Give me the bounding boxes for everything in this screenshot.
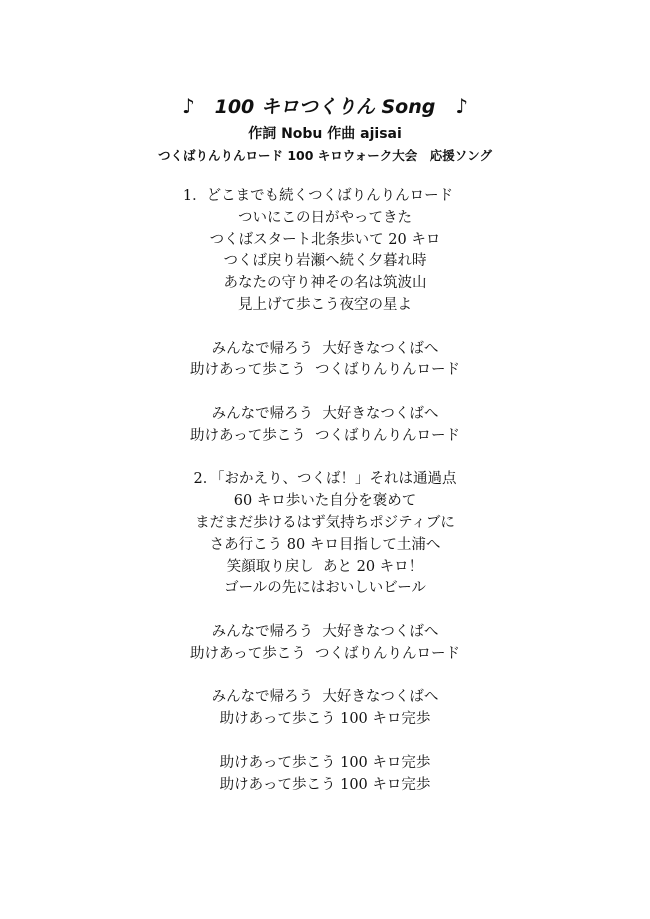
lyric-line: 助けあって歩こう 100 キロ完歩 [219,711,431,728]
subtitle: つくばりんりんロード 100 キロウォーク大会 応援ソング [157,148,493,163]
lyric-line: 助けあって歩こう つくばりんりんロード [189,645,461,662]
music-note-icon: ♪ [181,94,195,118]
chorus [0,404,650,448]
lyric-line: あなたの守り神その名は筑波山 [223,275,427,292]
lyric-line: 1．どこまでも続くつくばりんりんロード [182,188,454,204]
chorus [0,622,650,666]
lyric-line: ついにこの日がやってきた [238,209,412,226]
lyric-line: 助けあって歩こう つくばりんりんロード [189,362,461,379]
lyric-line: みんなで帰ろう 大好きなつくばへ [211,340,439,357]
lyrics-body [0,186,650,818]
lyric-line: みんなで帰ろう 大好きなつくばへ [211,405,439,422]
song-title [0,92,650,121]
lyric-line: つくばスタート北条歩いて 20 キロ [209,231,441,248]
verse-2 [0,469,650,600]
lyric-line: 2．「おかえり、つくば！」それは通過点 [193,471,457,488]
chorus [0,339,650,383]
lyric-line: 60 キロ歩いた自分を褒めて [233,493,417,510]
lyric-line: みんなで帰ろう 大好きなつくばへ [211,689,439,706]
music-note-icon: ♪ [455,94,468,118]
lyric-line: まだまだ歩けるはず気持ちポジティブに [195,514,455,531]
chorus-final [0,687,650,731]
lyric-line: 助けあって歩こう 100 キロ完歩 [219,776,431,793]
lyric-line: 助けあって歩こう つくばりんりんロード [189,427,461,444]
lyric-line: つくば戻り岩瀬へ続く夕暮れ時 [223,253,427,270]
verse-1 [0,186,650,317]
lyric-line: 助けあって歩こう 100 キロ完歩 [219,754,431,771]
song-title-text: 100 キロつくりん Song [214,96,436,118]
lyric-line: ゴールの先にはおいしいビール [224,580,426,597]
credits: 作詞 Nobu 作曲 ajisai [248,126,402,142]
outro [0,753,650,797]
lyric-line: 見上げて歩こう夜空の星よ [238,296,412,313]
lyric-line: 笑顔取り戻し あと 20 キロ！ [226,558,424,575]
lyric-line: みんなで帰ろう 大好きなつくばへ [211,623,439,640]
lyric-line: さあ行こう 80 キロ目指して土浦へ [209,536,441,553]
